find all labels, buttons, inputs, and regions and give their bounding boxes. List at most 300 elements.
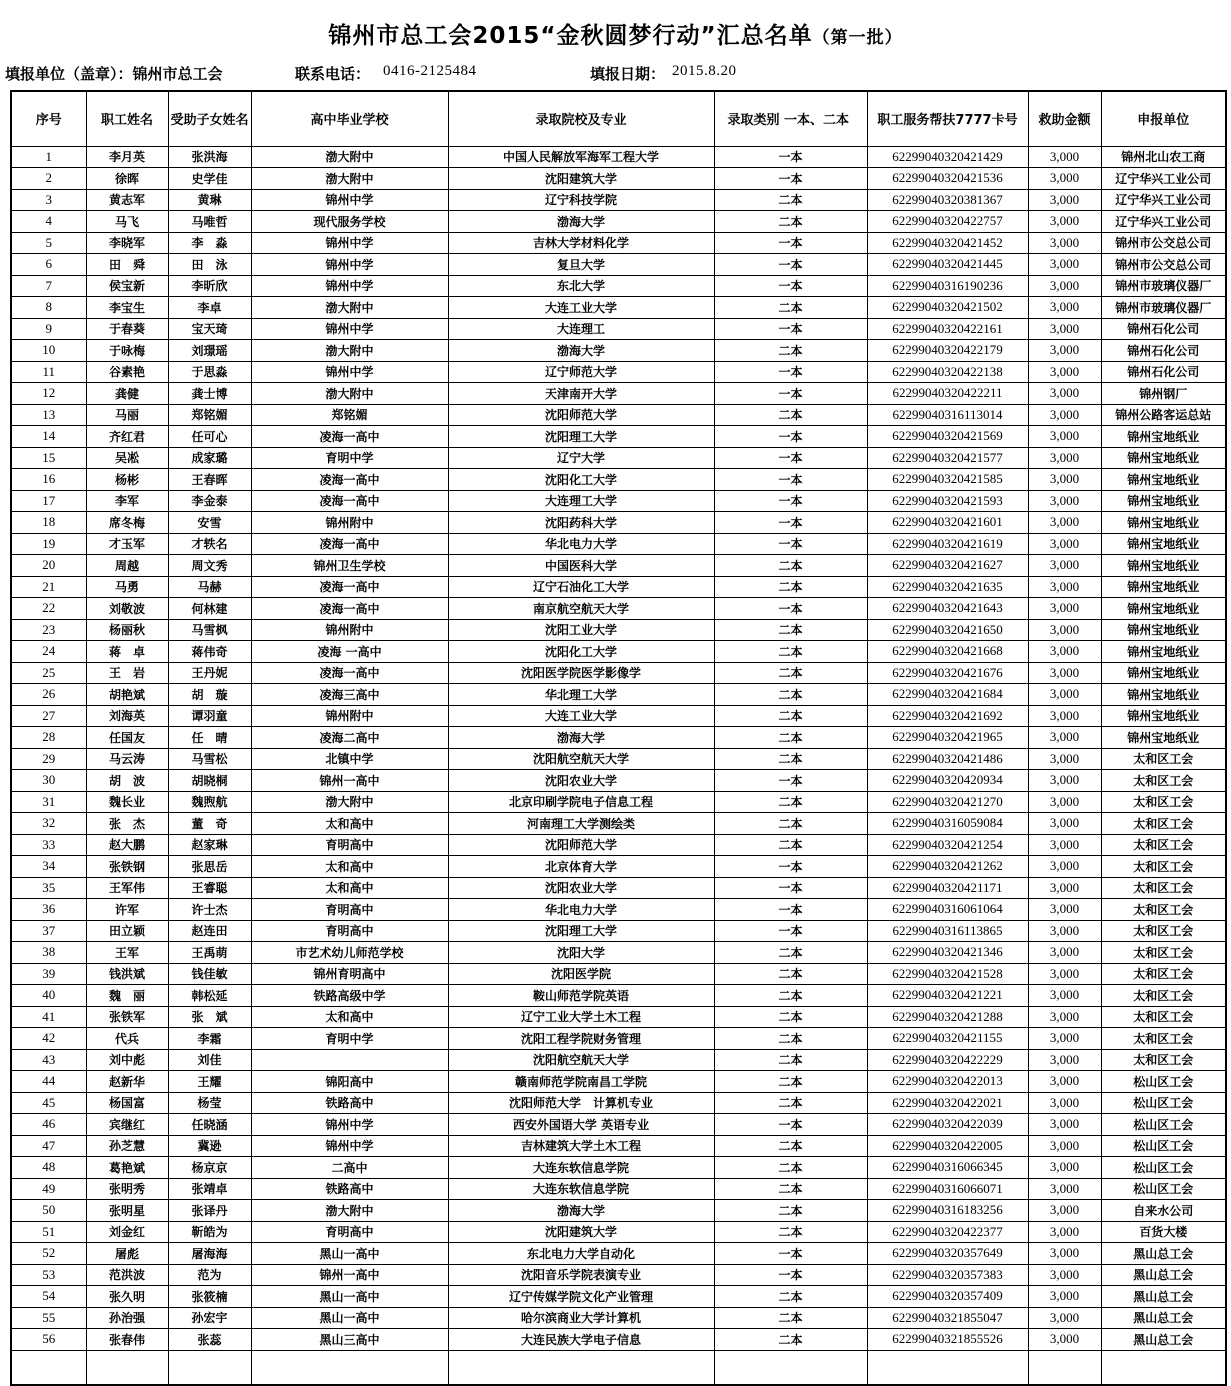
table-row xyxy=(11,533,1226,555)
cell-child-name: 王睿聪 xyxy=(168,877,251,899)
cell-amount: 3,000 xyxy=(1028,426,1101,448)
cell-category: 一本 xyxy=(714,146,867,168)
header-seq: 序号 xyxy=(11,91,86,146)
header-card-number: 职工服务帮扶7777卡号 xyxy=(867,91,1028,146)
cell-college: 渤海大学 xyxy=(448,1200,714,1222)
cell-category: 一本 xyxy=(714,426,867,448)
table-row xyxy=(11,834,1226,856)
cell-category: 二本 xyxy=(714,1178,867,1200)
cell-college: 沈阳师范大学 计算机专业 xyxy=(448,1092,714,1114)
cell-category: 二本 xyxy=(714,727,867,749)
cell-seq: 25 xyxy=(11,662,86,684)
cell-college: 东北电力大学自动化 xyxy=(448,1243,714,1265)
cell-amount: 3,000 xyxy=(1028,189,1101,211)
cell-school: 凌海一高中 xyxy=(251,598,448,620)
cell-school: 育明高中 xyxy=(251,1221,448,1243)
cell-unit: 太和区工会 xyxy=(1101,834,1226,856)
cell-card-number: 62299040320421577 xyxy=(867,447,1028,469)
cell-college: 中国医科大学 xyxy=(448,555,714,577)
table-row xyxy=(11,662,1226,684)
cell-amount: 3,000 xyxy=(1028,340,1101,362)
cell-category: 一本 xyxy=(714,361,867,383)
cell-employee-name: 任国友 xyxy=(86,727,168,749)
cell-school: 凌海一高中 xyxy=(251,426,448,448)
cell-card-number: 62299040320422013 xyxy=(867,1071,1028,1093)
cell-category: 一本 xyxy=(714,512,867,534)
cell-college: 南京航空航天大学 xyxy=(448,598,714,620)
cell-unit: 松山区工会 xyxy=(1101,1114,1226,1136)
cell-amount: 3,000 xyxy=(1028,1157,1101,1179)
cell-category: 一本 xyxy=(714,318,867,340)
cell-card-number: 62299040320421288 xyxy=(867,1006,1028,1028)
cell-empty xyxy=(1028,1350,1101,1385)
cell-card-number: 62299040321855047 xyxy=(867,1307,1028,1329)
cell-school: 太和高中 xyxy=(251,1006,448,1028)
cell-seq: 45 xyxy=(11,1092,86,1114)
cell-child-name: 孙宏宇 xyxy=(168,1307,251,1329)
cell-child-name: 靳皓为 xyxy=(168,1221,251,1243)
cell-school: 渤大附中 xyxy=(251,791,448,813)
cell-seq: 41 xyxy=(11,1006,86,1028)
cell-amount: 3,000 xyxy=(1028,963,1101,985)
cell-employee-name: 周越 xyxy=(86,555,168,577)
cell-school: 锦州中学 xyxy=(251,1135,448,1157)
cell-seq: 44 xyxy=(11,1071,86,1093)
cell-college: 辽宁大学 xyxy=(448,447,714,469)
cell-school: 渤大附中 xyxy=(251,383,448,405)
report-date-label: 填报日期： xyxy=(590,65,666,83)
cell-employee-name: 代兵 xyxy=(86,1028,168,1050)
cell-unit: 松山区工会 xyxy=(1101,1071,1226,1093)
cell-card-number: 62299040320421262 xyxy=(867,856,1028,878)
cell-school: 锦州一高中 xyxy=(251,770,448,792)
table-row xyxy=(11,1200,1226,1222)
cell-child-name: 李卓 xyxy=(168,297,251,319)
cell-category: 二本 xyxy=(714,963,867,985)
cell-child-name: 张 斌 xyxy=(168,1006,251,1028)
cell-card-number: 62299040320421346 xyxy=(867,942,1028,964)
cell-unit: 锦州宝地纸业 xyxy=(1101,619,1226,641)
cell-card-number: 62299040320422179 xyxy=(867,340,1028,362)
cell-college: 渤海大学 xyxy=(448,340,714,362)
cell-employee-name: 胡 波 xyxy=(86,770,168,792)
cell-school: 育明中学 xyxy=(251,447,448,469)
cell-category: 二本 xyxy=(714,1329,867,1351)
cell-school: 郑铭媚 xyxy=(251,404,448,426)
cell-employee-name: 于春葵 xyxy=(86,318,168,340)
cell-amount: 3,000 xyxy=(1028,211,1101,233)
cell-college: 赣南师范学院南昌工学院 xyxy=(448,1071,714,1093)
cell-unit: 太和区工会 xyxy=(1101,1028,1226,1050)
table-row xyxy=(11,340,1226,362)
header-school: 高中毕业学校 xyxy=(251,91,448,146)
cell-card-number: 62299040320421536 xyxy=(867,168,1028,190)
cell-unit: 锦州宝地纸业 xyxy=(1101,705,1226,727)
cell-employee-name: 田 舜 xyxy=(86,254,168,276)
cell-seq: 54 xyxy=(11,1286,86,1308)
cell-unit: 太和区工会 xyxy=(1101,985,1226,1007)
table-row xyxy=(11,447,1226,469)
cell-card-number: 62299040320421502 xyxy=(867,297,1028,319)
table-row xyxy=(11,1329,1226,1351)
cell-employee-name: 宾继红 xyxy=(86,1114,168,1136)
cell-amount: 3,000 xyxy=(1028,856,1101,878)
cell-amount: 3,000 xyxy=(1028,254,1101,276)
cell-employee-name: 许军 xyxy=(86,899,168,921)
cell-child-name: 冀逊 xyxy=(168,1135,251,1157)
cell-card-number: 62299040320421569 xyxy=(867,426,1028,448)
table-row xyxy=(11,963,1226,985)
cell-card-number: 62299040320421668 xyxy=(867,641,1028,663)
table-row xyxy=(11,877,1226,899)
cell-amount: 3,000 xyxy=(1028,641,1101,663)
cell-child-name: 史学佳 xyxy=(168,168,251,190)
table-row xyxy=(11,490,1226,512)
cell-category: 一本 xyxy=(714,877,867,899)
table-row xyxy=(11,254,1226,276)
cell-college: 沈阳农业大学 xyxy=(448,770,714,792)
table-row xyxy=(11,1243,1226,1265)
cell-seq: 34 xyxy=(11,856,86,878)
cell-college: 沈阳化工大学 xyxy=(448,469,714,491)
cell-amount: 3,000 xyxy=(1028,146,1101,168)
cell-seq: 38 xyxy=(11,942,86,964)
cell-unit: 辽宁华兴工业公司 xyxy=(1101,211,1226,233)
cell-child-name: 张洪海 xyxy=(168,146,251,168)
table-row xyxy=(11,1157,1226,1179)
cell-child-name: 胡 璇 xyxy=(168,684,251,706)
cell-category: 一本 xyxy=(714,533,867,555)
cell-unit: 锦州宝地纸业 xyxy=(1101,533,1226,555)
cell-seq: 40 xyxy=(11,985,86,1007)
cell-unit: 锦州宝地纸业 xyxy=(1101,576,1226,598)
cell-amount: 3,000 xyxy=(1028,662,1101,684)
cell-category: 一本 xyxy=(714,1114,867,1136)
cell-seq: 23 xyxy=(11,619,86,641)
cell-college: 辽宁科技学院 xyxy=(448,189,714,211)
cell-unit: 锦州市玻璃仪器厂 xyxy=(1101,275,1226,297)
cell-unit: 太和区工会 xyxy=(1101,770,1226,792)
cell-amount: 3,000 xyxy=(1028,1071,1101,1093)
cell-school: 锦州中学 xyxy=(251,1114,448,1136)
cell-amount: 3,000 xyxy=(1028,297,1101,319)
cell-amount: 3,000 xyxy=(1028,1307,1101,1329)
cell-school: 凌海三高中 xyxy=(251,684,448,706)
cell-college: 辽宁传媒学院文化产业管理 xyxy=(448,1286,714,1308)
cell-empty xyxy=(168,1350,251,1385)
table-row xyxy=(11,1221,1226,1243)
cell-employee-name: 于咏梅 xyxy=(86,340,168,362)
cell-category: 二本 xyxy=(714,813,867,835)
cell-unit: 锦州北山农工商 xyxy=(1101,146,1226,168)
cell-college: 沈阳理工大学 xyxy=(448,920,714,942)
cell-empty xyxy=(867,1350,1028,1385)
table-row xyxy=(11,555,1226,577)
cell-employee-name: 马云涛 xyxy=(86,748,168,770)
cell-card-number: 62299040320422138 xyxy=(867,361,1028,383)
header-employee-name: 职工姓名 xyxy=(86,91,168,146)
cell-empty xyxy=(86,1350,168,1385)
header-category-text: 录取类别 一本、二本 xyxy=(727,113,850,129)
cell-unit: 辽宁华兴工业公司 xyxy=(1101,168,1226,190)
cell-unit: 太和区工会 xyxy=(1101,813,1226,835)
cell-card-number: 62299040320421643 xyxy=(867,598,1028,620)
cell-child-name: 屠海海 xyxy=(168,1243,251,1265)
cell-amount: 3,000 xyxy=(1028,684,1101,706)
cell-school: 黑山一高中 xyxy=(251,1243,448,1265)
cell-amount: 3,000 xyxy=(1028,1264,1101,1286)
cell-unit: 锦州石化公司 xyxy=(1101,318,1226,340)
cell-category: 二本 xyxy=(714,1221,867,1243)
cell-empty xyxy=(1101,1350,1226,1385)
header-child-name: 受助子女姓名 xyxy=(168,91,251,146)
cell-card-number: 62299040316066071 xyxy=(867,1178,1028,1200)
cell-seq: 31 xyxy=(11,791,86,813)
cell-seq: 55 xyxy=(11,1307,86,1329)
cell-college: 吉林建筑大学土木工程 xyxy=(448,1135,714,1157)
cell-seq: 10 xyxy=(11,340,86,362)
cell-category: 二本 xyxy=(714,1028,867,1050)
cell-amount: 3,000 xyxy=(1028,877,1101,899)
cell-school: 太和高中 xyxy=(251,877,448,899)
cell-child-name: 王耀 xyxy=(168,1071,251,1093)
cell-child-name: 任晓涵 xyxy=(168,1114,251,1136)
cell-employee-name: 钱洪斌 xyxy=(86,963,168,985)
cell-college: 大连理工 xyxy=(448,318,714,340)
cell-seq: 47 xyxy=(11,1135,86,1157)
cell-card-number: 62299040320420934 xyxy=(867,770,1028,792)
cell-child-name: 范为 xyxy=(168,1264,251,1286)
cell-category: 二本 xyxy=(714,748,867,770)
table-row xyxy=(11,770,1226,792)
roster-table xyxy=(10,90,1227,1386)
cell-employee-name: 才玉军 xyxy=(86,533,168,555)
cell-unit: 锦州宝地纸业 xyxy=(1101,447,1226,469)
cell-school: 渤大附中 xyxy=(251,146,448,168)
cell-college: 大连东软信息学院 xyxy=(448,1178,714,1200)
table-row xyxy=(11,426,1226,448)
cell-seq: 43 xyxy=(11,1049,86,1071)
cell-school: 太和高中 xyxy=(251,813,448,835)
cell-employee-name: 谷素艳 xyxy=(86,361,168,383)
cell-employee-name: 侯宝新 xyxy=(86,275,168,297)
cell-card-number: 62299040320422757 xyxy=(867,211,1028,233)
page-title-batch: （第一批） xyxy=(812,28,903,48)
cell-employee-name: 刘敬波 xyxy=(86,598,168,620)
cell-unit: 百货大楼 xyxy=(1101,1221,1226,1243)
cell-category: 二本 xyxy=(714,684,867,706)
cell-employee-name: 黄志军 xyxy=(86,189,168,211)
cell-card-number: 62299040316061064 xyxy=(867,899,1028,921)
cell-amount: 3,000 xyxy=(1028,512,1101,534)
cell-employee-name: 王 岩 xyxy=(86,662,168,684)
cell-empty xyxy=(448,1350,714,1385)
cell-school: 铁路高级中学 xyxy=(251,985,448,1007)
cell-seq: 5 xyxy=(11,232,86,254)
cell-category: 二本 xyxy=(714,555,867,577)
table-row xyxy=(11,856,1226,878)
cell-school: 锦州中学 xyxy=(251,232,448,254)
cell-amount: 3,000 xyxy=(1028,791,1101,813)
cell-seq: 21 xyxy=(11,576,86,598)
cell-college: 沈阳建筑大学 xyxy=(448,168,714,190)
cell-school: 渤大附中 xyxy=(251,297,448,319)
cell-child-name: 何林建 xyxy=(168,598,251,620)
cell-card-number: 62299040320421593 xyxy=(867,490,1028,512)
cell-amount: 3,000 xyxy=(1028,1286,1101,1308)
cell-empty xyxy=(714,1350,867,1385)
cell-college: 沈阳师范大学 xyxy=(448,834,714,856)
cell-child-name: 张筱楠 xyxy=(168,1286,251,1308)
cell-unit: 黑山总工会 xyxy=(1101,1243,1226,1265)
cell-college: 天津南开大学 xyxy=(448,383,714,405)
header-amount: 救助金额 xyxy=(1028,91,1101,146)
cell-card-number: 62299040320421692 xyxy=(867,705,1028,727)
cell-college: 沈阳理工大学 xyxy=(448,426,714,448)
cell-category: 一本 xyxy=(714,1264,867,1286)
cell-college: 鞍山师范学院英语 xyxy=(448,985,714,1007)
cell-school: 二高中 xyxy=(251,1157,448,1179)
table-row xyxy=(11,1092,1226,1114)
cell-card-number: 62299040316113014 xyxy=(867,404,1028,426)
cell-seq: 4 xyxy=(11,211,86,233)
cell-seq: 8 xyxy=(11,297,86,319)
cell-seq: 6 xyxy=(11,254,86,276)
cell-amount: 3,000 xyxy=(1028,727,1101,749)
table-row xyxy=(11,899,1226,921)
cell-card-number: 62299040320421684 xyxy=(867,684,1028,706)
cell-employee-name: 胡艳斌 xyxy=(86,684,168,706)
cell-child-name: 许士杰 xyxy=(168,899,251,921)
cell-child-name: 董 奇 xyxy=(168,813,251,835)
cell-seq: 53 xyxy=(11,1264,86,1286)
cell-amount: 3,000 xyxy=(1028,490,1101,512)
cell-school: 铁路高中 xyxy=(251,1178,448,1200)
table-row xyxy=(11,598,1226,620)
table-row xyxy=(11,1286,1226,1308)
cell-college: 吉林大学材料化学 xyxy=(448,232,714,254)
cell-child-name: 杨京京 xyxy=(168,1157,251,1179)
table-row xyxy=(11,404,1226,426)
cell-amount: 3,000 xyxy=(1028,404,1101,426)
cell-employee-name: 张 杰 xyxy=(86,813,168,835)
cell-employee-name: 杨丽秋 xyxy=(86,619,168,641)
cell-amount: 3,000 xyxy=(1028,168,1101,190)
table-row xyxy=(11,275,1226,297)
cell-card-number: 62299040320421155 xyxy=(867,1028,1028,1050)
cell-school: 育明高中 xyxy=(251,920,448,942)
table-row xyxy=(11,383,1226,405)
table-row xyxy=(11,942,1226,964)
cell-seq: 22 xyxy=(11,598,86,620)
cell-college: 辽宁石油化工大学 xyxy=(448,576,714,598)
cell-card-number: 62299040320357383 xyxy=(867,1264,1028,1286)
cell-child-name: 马雪松 xyxy=(168,748,251,770)
cell-card-number: 62299040320421619 xyxy=(867,533,1028,555)
cell-empty xyxy=(11,1350,86,1385)
cell-unit: 黑山总工会 xyxy=(1101,1264,1226,1286)
cell-card-number: 62299040320421585 xyxy=(867,469,1028,491)
cell-unit: 自来水公司 xyxy=(1101,1200,1226,1222)
cell-unit: 锦州宝地纸业 xyxy=(1101,727,1226,749)
cell-seq: 11 xyxy=(11,361,86,383)
cell-category: 二本 xyxy=(714,791,867,813)
cell-child-name: 李 淼 xyxy=(168,232,251,254)
cell-child-name: 张蕊 xyxy=(168,1329,251,1351)
cell-category: 一本 xyxy=(714,490,867,512)
cell-employee-name: 马勇 xyxy=(86,576,168,598)
cell-amount: 3,000 xyxy=(1028,1092,1101,1114)
cell-child-name: 韩松延 xyxy=(168,985,251,1007)
cell-amount: 3,000 xyxy=(1028,576,1101,598)
cell-category: 二本 xyxy=(714,705,867,727)
cell-employee-name: 屠彪 xyxy=(86,1243,168,1265)
cell-seq: 36 xyxy=(11,899,86,921)
table-row xyxy=(11,146,1226,168)
cell-card-number: 62299040321855526 xyxy=(867,1329,1028,1351)
cell-employee-name: 范洪波 xyxy=(86,1264,168,1286)
cell-seq: 15 xyxy=(11,447,86,469)
cell-amount: 3,000 xyxy=(1028,705,1101,727)
cell-seq: 1 xyxy=(11,146,86,168)
page-title xyxy=(0,17,1231,50)
cell-card-number: 62299040320421965 xyxy=(867,727,1028,749)
cell-college: 大连工业大学 xyxy=(448,297,714,319)
cell-college: 辽宁工业大学土木工程 xyxy=(448,1006,714,1028)
cell-card-number: 62299040320421486 xyxy=(867,748,1028,770)
cell-category: 二本 xyxy=(714,834,867,856)
cell-category: 一本 xyxy=(714,168,867,190)
cell-school: 育明高中 xyxy=(251,899,448,921)
cell-child-name: 宝天琦 xyxy=(168,318,251,340)
cell-child-name: 刘佳 xyxy=(168,1049,251,1071)
cell-college: 沈阳航空航天大学 xyxy=(448,748,714,770)
cell-seq: 20 xyxy=(11,555,86,577)
cell-amount: 3,000 xyxy=(1028,834,1101,856)
cell-school: 锦州附中 xyxy=(251,705,448,727)
cell-child-name: 赵连田 xyxy=(168,920,251,942)
cell-unit: 锦州石化公司 xyxy=(1101,340,1226,362)
cell-employee-name: 齐红君 xyxy=(86,426,168,448)
cell-child-name: 李金泰 xyxy=(168,490,251,512)
table-row xyxy=(11,641,1226,663)
cell-card-number: 62299040320421452 xyxy=(867,232,1028,254)
cell-child-name: 王禹萌 xyxy=(168,942,251,964)
cell-seq: 42 xyxy=(11,1028,86,1050)
cell-amount: 3,000 xyxy=(1028,1329,1101,1351)
cell-school: 渤大附中 xyxy=(251,340,448,362)
cell-category: 二本 xyxy=(714,1200,867,1222)
cell-seq: 35 xyxy=(11,877,86,899)
cell-amount: 3,000 xyxy=(1028,533,1101,555)
cell-college: 北京体育大学 xyxy=(448,856,714,878)
cell-amount: 3,000 xyxy=(1028,770,1101,792)
cell-seq: 52 xyxy=(11,1243,86,1265)
cell-unit: 太和区工会 xyxy=(1101,877,1226,899)
cell-card-number: 62299040320421676 xyxy=(867,662,1028,684)
cell-category: 二本 xyxy=(714,340,867,362)
cell-unit: 锦州宝地纸业 xyxy=(1101,490,1226,512)
reporting-unit-label: 填报单位（盖章）：锦州市总工会 xyxy=(5,65,223,83)
cell-child-name: 安雪 xyxy=(168,512,251,534)
cell-category: 一本 xyxy=(714,1243,867,1265)
cell-college: 河南理工大学测绘类 xyxy=(448,813,714,835)
contact-phone-label: 联系电话： xyxy=(295,65,371,83)
cell-child-name: 钱佳敏 xyxy=(168,963,251,985)
cell-school: 市艺术幼儿师范学校 xyxy=(251,942,448,964)
cell-school: 锦阳高中 xyxy=(251,1071,448,1093)
cell-seq: 30 xyxy=(11,770,86,792)
